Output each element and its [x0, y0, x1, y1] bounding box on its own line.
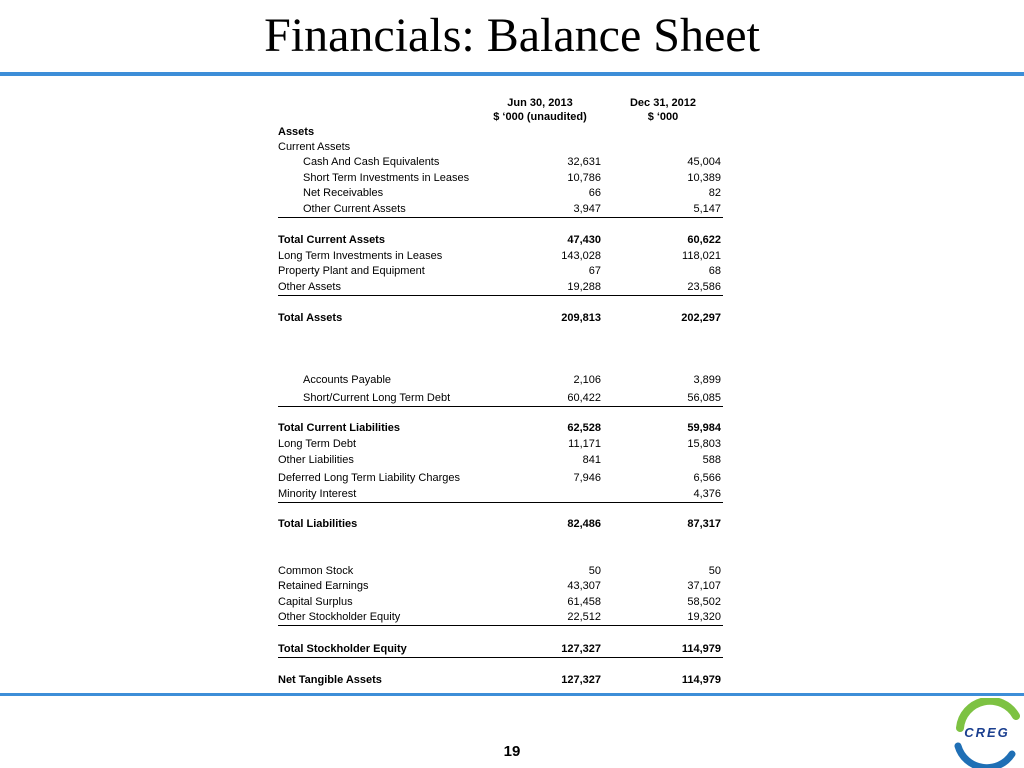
total-row: Total Liabilities 82,486 87,317	[278, 518, 721, 530]
table-row: Minority Interest 4,376	[278, 486, 723, 503]
table-row: Short/Current Long Term Debt 60,422 56,085	[278, 390, 723, 407]
table-row: Other Current Assets 3,947 5,147	[278, 201, 723, 218]
column-header-dec-2012: Dec 31, 2012 $ ‘000	[629, 97, 697, 123]
bottom-divider	[0, 693, 1024, 696]
top-divider	[0, 72, 1024, 76]
column-header-jun-2013: Jun 30, 2013 $ ‘000 (unaudited)	[493, 97, 587, 123]
page-title: Financials: Balance Sheet	[264, 9, 760, 62]
logo-text: CREG	[964, 725, 1010, 740]
total-row: Total Stockholder Equity 127,327 114,979	[278, 641, 723, 658]
table-row: Retained Earnings 43,307 37,107	[278, 580, 721, 592]
table-row: Other Assets 19,288 23,586	[278, 279, 723, 296]
table-row: Cash And Cash Equivalents 32,631 45,004	[303, 156, 721, 168]
table-row: Short Term Investments in Leases 10,786 10,389	[303, 172, 721, 184]
table-row: Other Liabilities 841 588	[278, 454, 721, 466]
creg-logo	[950, 698, 1024, 768]
table-row: Deferred Long Term Liability Charges 7,946 6,566	[278, 472, 721, 484]
table-row: Long Term Debt 11,171 15,803	[278, 438, 721, 450]
table-row: Other Stockholder Equity 22,512 19,320	[278, 609, 723, 626]
table-row: Long Term Investments in Leases 143,028 118,021	[278, 250, 721, 262]
assets-heading: Assets	[278, 126, 315, 138]
table-row: Capital Surplus 61,458 58,502	[278, 596, 721, 608]
total-row: Total Current Assets 47,430 60,622	[278, 234, 721, 246]
current-assets-heading: Current Assets	[278, 141, 351, 153]
page-number: 19	[503, 743, 521, 760]
total-row: Total Current Liabilities 62,528 59,984	[278, 422, 721, 434]
table-row: Net Receivables 66 82	[303, 187, 721, 199]
table-row: Common Stock 50 50	[278, 565, 721, 577]
table-row: Property Plant and Equipment 67 68	[278, 265, 721, 277]
total-row: Net Tangible Assets 127,327 114,979	[278, 674, 721, 686]
total-row: Total Assets 209,813 202,297	[278, 312, 721, 324]
table-row: Accounts Payable 2,106 3,899	[303, 374, 721, 386]
